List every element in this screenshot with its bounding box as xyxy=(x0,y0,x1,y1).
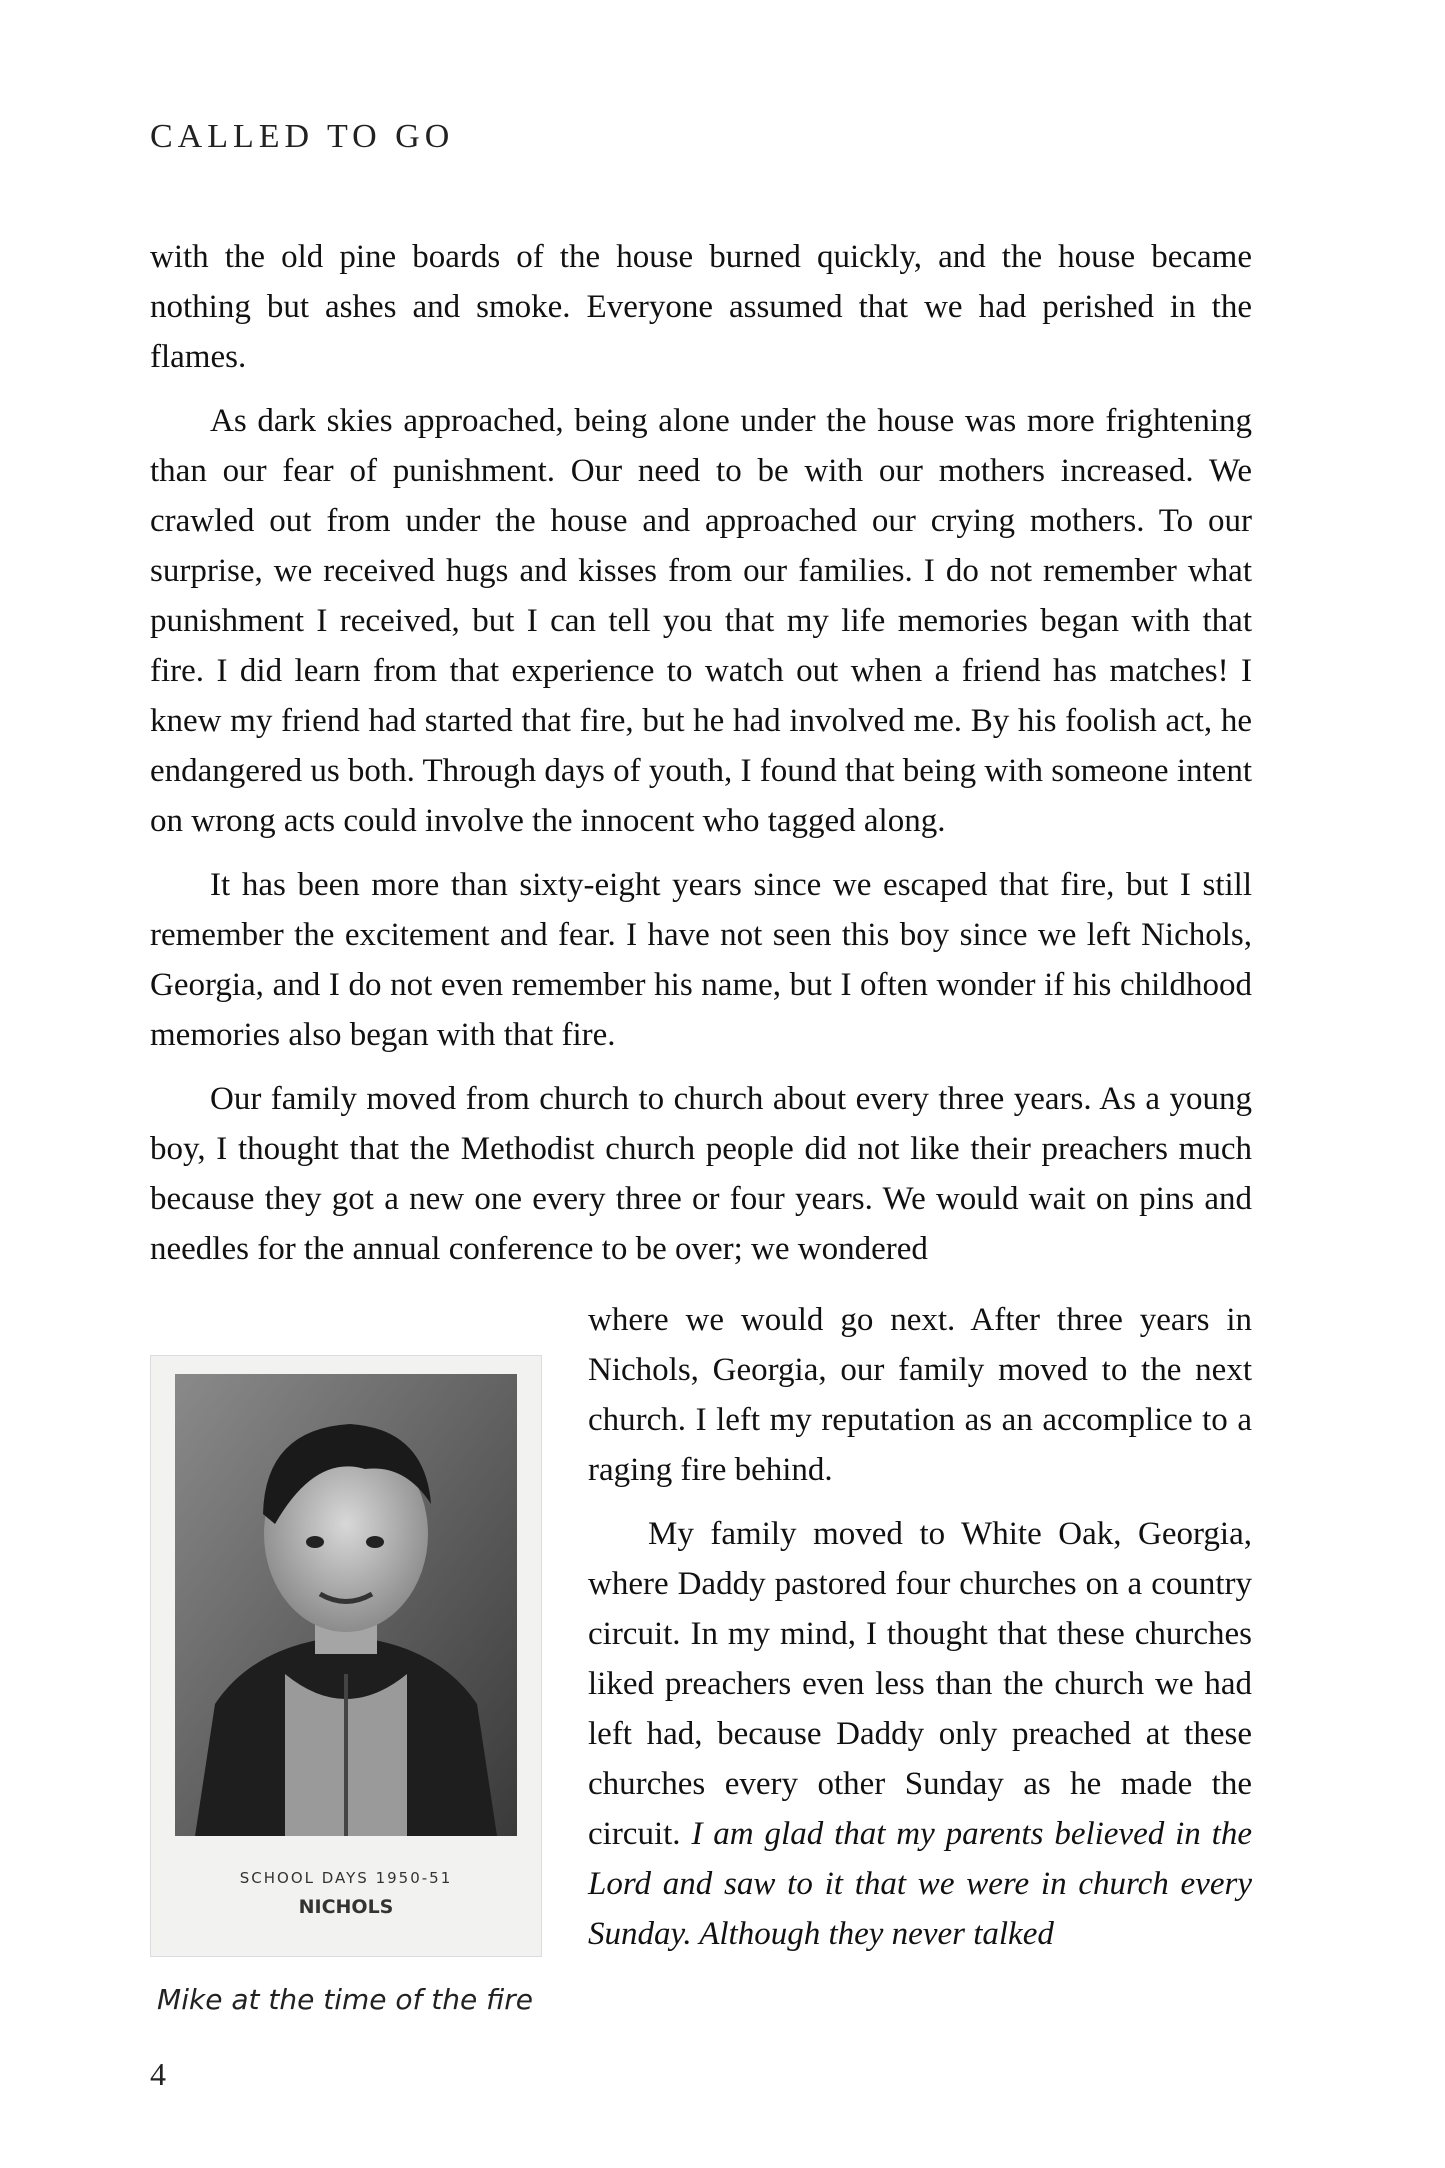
body-text xyxy=(150,232,1252,1288)
side-column-text xyxy=(588,1295,1252,1973)
paragraph: with the old pine boards of the house burned quickly, and the house became nothing but ashes and smoke. Everyone assumed that we had perished in the flames. xyxy=(150,239,1252,375)
photo-label-school-days: SCHOOL DAYS 1950-51 xyxy=(239,1869,453,1887)
paragraph-italic: I am glad that my parents believed in the Lord and saw to it that we were in church every Sunday. Although they never talked xyxy=(588,1816,1252,1952)
paragraph xyxy=(588,1509,1252,1959)
boy-portrait-image xyxy=(175,1374,517,1836)
school-photo xyxy=(150,1355,542,1957)
paragraph: As dark skies approached, being alone under the house was more frightening than our fear of punishment. Our need to be with our mothers increased. We crawled out from under the house and approached our crying mothers. To our surprise, we received hugs and kisses from our families. I do not remember what punishment I received, but I can tell you that my life memories began with that fire. I did learn from that experience to watch out when a friend has matches! I knew my friend had started that fire, but he had involved me. By his foolish act, he endangered us both. Through days of youth, I found that being with someone intent on wrong acts could involve the innocent who tagged along. xyxy=(150,403,1252,839)
paragraph: It has been more than sixty-eight years since we escaped that fire, but I still remember the excitement and fear. I have not seen this boy since we left Nichols, Georgia, and I do not even remember his name, but I often wonder if his childhood memories also began with that fire. xyxy=(150,867,1252,1053)
photo-label-nichols: NICHOLS xyxy=(298,1896,394,1918)
paragraph-continued: where we would go next. After three years in Nichols, Georgia, our family moved to the next church. I left my reputation as an accomplice to a raging fire behind. xyxy=(588,1302,1252,1488)
paragraph-plain: My family moved to White Oak, Georgia, where Daddy pastored four churches on a country circuit. In my mind, I thought that these churches liked preachers even less than the church we had left had, because Daddy only preached at these churches every other Sunday as he made the circuit. xyxy=(588,1516,1252,1852)
paragraph: Our family moved from church to church about every three years. As a young boy, I thought that the Methodist church people did not like their preachers much because they got a new one every three or four years. We would wait on pins and needles for the annual conference to be over; we wondered xyxy=(150,1081,1252,1267)
photo-caption: Mike at the time of the fire xyxy=(157,1983,533,2016)
page-number: 4 xyxy=(150,2056,166,2092)
running-head: CALLED TO GO xyxy=(150,118,455,155)
